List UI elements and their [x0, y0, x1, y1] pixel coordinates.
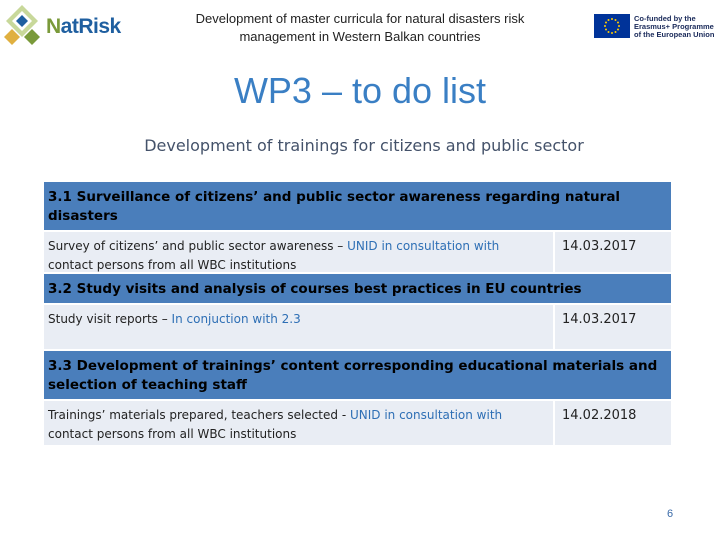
- tasks-table: [44, 180, 671, 445]
- header-line-2: management in Western Balkan countries: [239, 29, 481, 44]
- task-deadline: 14.03.2017: [562, 239, 637, 254]
- header-line-1: Development of master curricula for natural disasters risk: [195, 11, 525, 26]
- natrisk-logo: [4, 3, 121, 49]
- task-text: Study visit reports –: [48, 312, 172, 326]
- eu-flag-icon: [594, 14, 630, 38]
- page-number: 6: [667, 508, 674, 520]
- task-description: [44, 232, 555, 272]
- slide-subtitle: Development of trainings for citizens and public sector: [144, 136, 584, 155]
- task-text: Trainings’ materials prepared, teachers selected -: [48, 408, 350, 422]
- section-heading: 3.2 Study visits and analysis of courses best practices in EU countries: [44, 274, 671, 303]
- task-text-continued: contact persons from all WBC institutions: [48, 427, 297, 441]
- task-text-continued: contact persons from all WBC institutions: [48, 258, 297, 272]
- table-row: [44, 303, 671, 349]
- natrisk-diamond-icon: [4, 3, 44, 49]
- table-row: [44, 230, 671, 272]
- table-row: [44, 399, 671, 445]
- task-responsible: UNID in consultation with: [347, 239, 500, 253]
- task-responsible: In conjuction with 2.3: [171, 312, 301, 326]
- eu-cofunded-logo: [594, 14, 716, 40]
- logo-wordmark: NatRisk: [46, 15, 121, 38]
- task-responsible: UNID in consultation with: [349, 408, 503, 422]
- task-deadline: 14.03.2017: [562, 312, 637, 327]
- task-deadline: 14.02.2018: [562, 408, 637, 423]
- task-section: [44, 180, 671, 272]
- section-heading: 3.3 Development of trainings’ content corresponding educational materials and selection of teaching staff: [44, 351, 671, 399]
- task-description: [44, 305, 555, 349]
- slide-title: WP3 – to do list: [233, 70, 487, 111]
- task-text: Survey of citizens’ and public sector awareness –: [48, 239, 348, 253]
- task-section: [44, 272, 671, 349]
- task-section: [44, 349, 671, 445]
- project-header: [170, 10, 550, 46]
- task-description: [44, 401, 555, 445]
- eu-cofunded-text: Co-funded by the Erasmus+ Programme of the European Union: [634, 14, 715, 39]
- section-heading: 3.1 Surveillance of citizens’ and public sector awareness regarding natural disasters: [44, 182, 671, 230]
